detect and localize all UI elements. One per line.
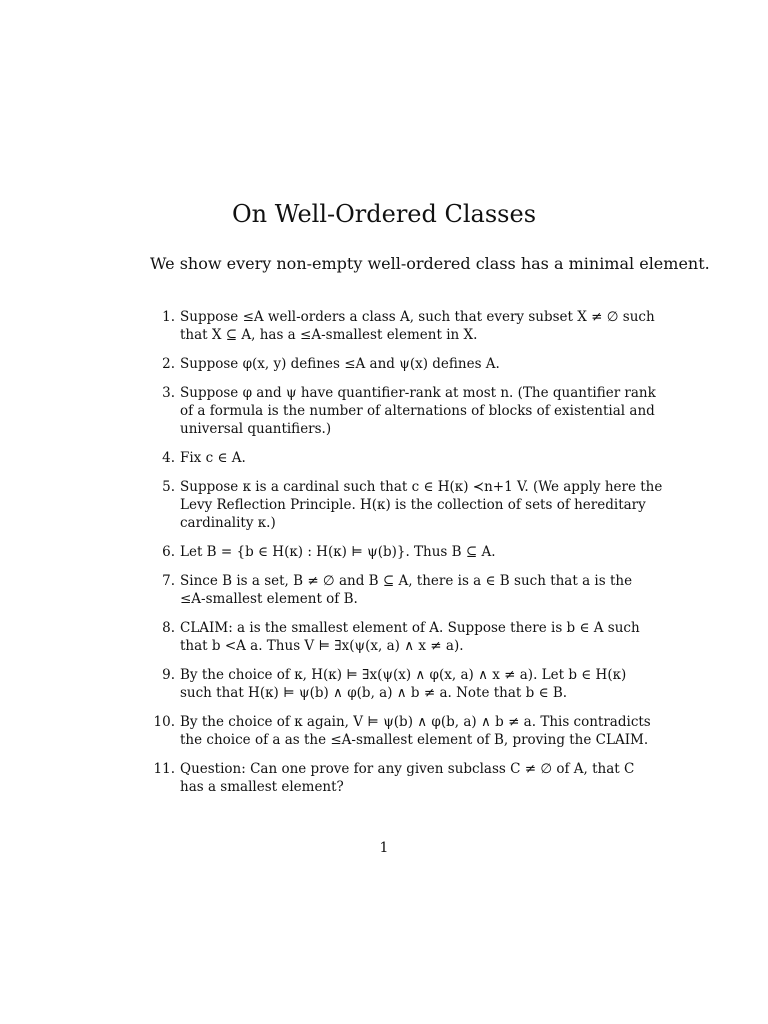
list-item xyxy=(150,713,650,749)
item-text-line: Suppose φ and ψ have quantifier-rank at most n. (The quantifier rank xyxy=(180,385,656,401)
list-item xyxy=(150,308,655,344)
list-item xyxy=(150,619,650,655)
enumerated-list xyxy=(150,308,663,796)
item-number: 9. xyxy=(162,667,175,683)
item-number: 1. xyxy=(162,309,175,325)
item-text-line: Suppose ≤A well-orders a class A, such that every subset X ≠ ∅ such xyxy=(180,309,655,325)
list-item xyxy=(150,666,650,702)
item-number: 4. xyxy=(162,450,175,466)
item-text-line: cardinality κ.) xyxy=(180,515,276,531)
abstract: We show every non-empty well-ordered class has a minimal element. xyxy=(150,254,710,273)
item-text-line: has a smallest element? xyxy=(180,779,344,795)
page-number: 1 xyxy=(379,840,389,856)
item-text-line: Question: Can one prove for any given subclass C ≠ ∅ of A, that C xyxy=(180,761,635,777)
item-text-line: Suppose φ(x, y) defines ≤A and ψ(x) defines A. xyxy=(180,356,500,372)
item-number: 10. xyxy=(153,714,175,730)
item-text-line: of a formula is the number of alternations of blocks of existential and xyxy=(180,403,655,419)
item-text-line: Levy Reflection Principle. H(κ) is the collection of sets of hereditary xyxy=(180,497,646,513)
list-item xyxy=(150,478,663,532)
item-text-line: that X ⊆ A, has a ≤A-smallest element in X. xyxy=(180,327,478,343)
item-number: 6. xyxy=(162,544,175,560)
list-item xyxy=(150,572,650,608)
item-text-line: Suppose κ is a cardinal such that c ∈ H(κ) ≺n+1 V. (We apply here the xyxy=(180,479,663,495)
item-text-line: that b <A a. Thus V ⊨ ∃x(ψ(x, a) ∧ x ≠ a). xyxy=(180,638,464,654)
item-number: 7. xyxy=(162,573,175,589)
list-item xyxy=(150,355,650,373)
list-item xyxy=(150,384,656,438)
item-number: 5. xyxy=(162,479,175,495)
item-text-line: such that H(κ) ⊨ ψ(b) ∧ φ(b, a) ∧ b ≠ a. Note that b ∈ B. xyxy=(180,685,568,701)
item-number: 3. xyxy=(162,385,175,401)
list-item xyxy=(150,449,650,467)
item-text-line: Let B = {b ∈ H(κ) : H(κ) ⊨ ψ(b)}. Thus B ⊆ A. xyxy=(180,544,496,560)
item-text-line: CLAIM: a is the smallest element of A. Suppose there is b ∈ A such xyxy=(180,620,640,636)
item-text-line: By the choice of κ, H(κ) ⊨ ∃x(ψ(x) ∧ φ(x, a) ∧ x ≠ a). Let b ∈ H(κ) xyxy=(180,667,627,683)
item-text-line: universal quantifiers.) xyxy=(180,421,332,437)
paper-title: On Well-Ordered Classes xyxy=(231,200,537,228)
item-text-line: the choice of a as the ≤A-smallest element of B, proving the CLAIM. xyxy=(180,732,649,748)
item-text-line: By the choice of κ again, V ⊨ ψ(b) ∧ φ(b, a) ∧ b ≠ a. This contradicts xyxy=(180,714,651,730)
item-number: 2. xyxy=(162,356,175,372)
list-item xyxy=(150,543,650,561)
item-text-line: Fix c ∈ A. xyxy=(180,450,246,466)
item-number: 11. xyxy=(153,761,175,777)
list-item xyxy=(150,760,650,796)
item-text-line: ≤A-smallest element of B. xyxy=(180,591,358,607)
item-text-line: Since B is a set, B ≠ ∅ and B ⊆ A, there is a ∈ B such that a is the xyxy=(180,573,633,589)
item-number: 8. xyxy=(162,620,175,636)
